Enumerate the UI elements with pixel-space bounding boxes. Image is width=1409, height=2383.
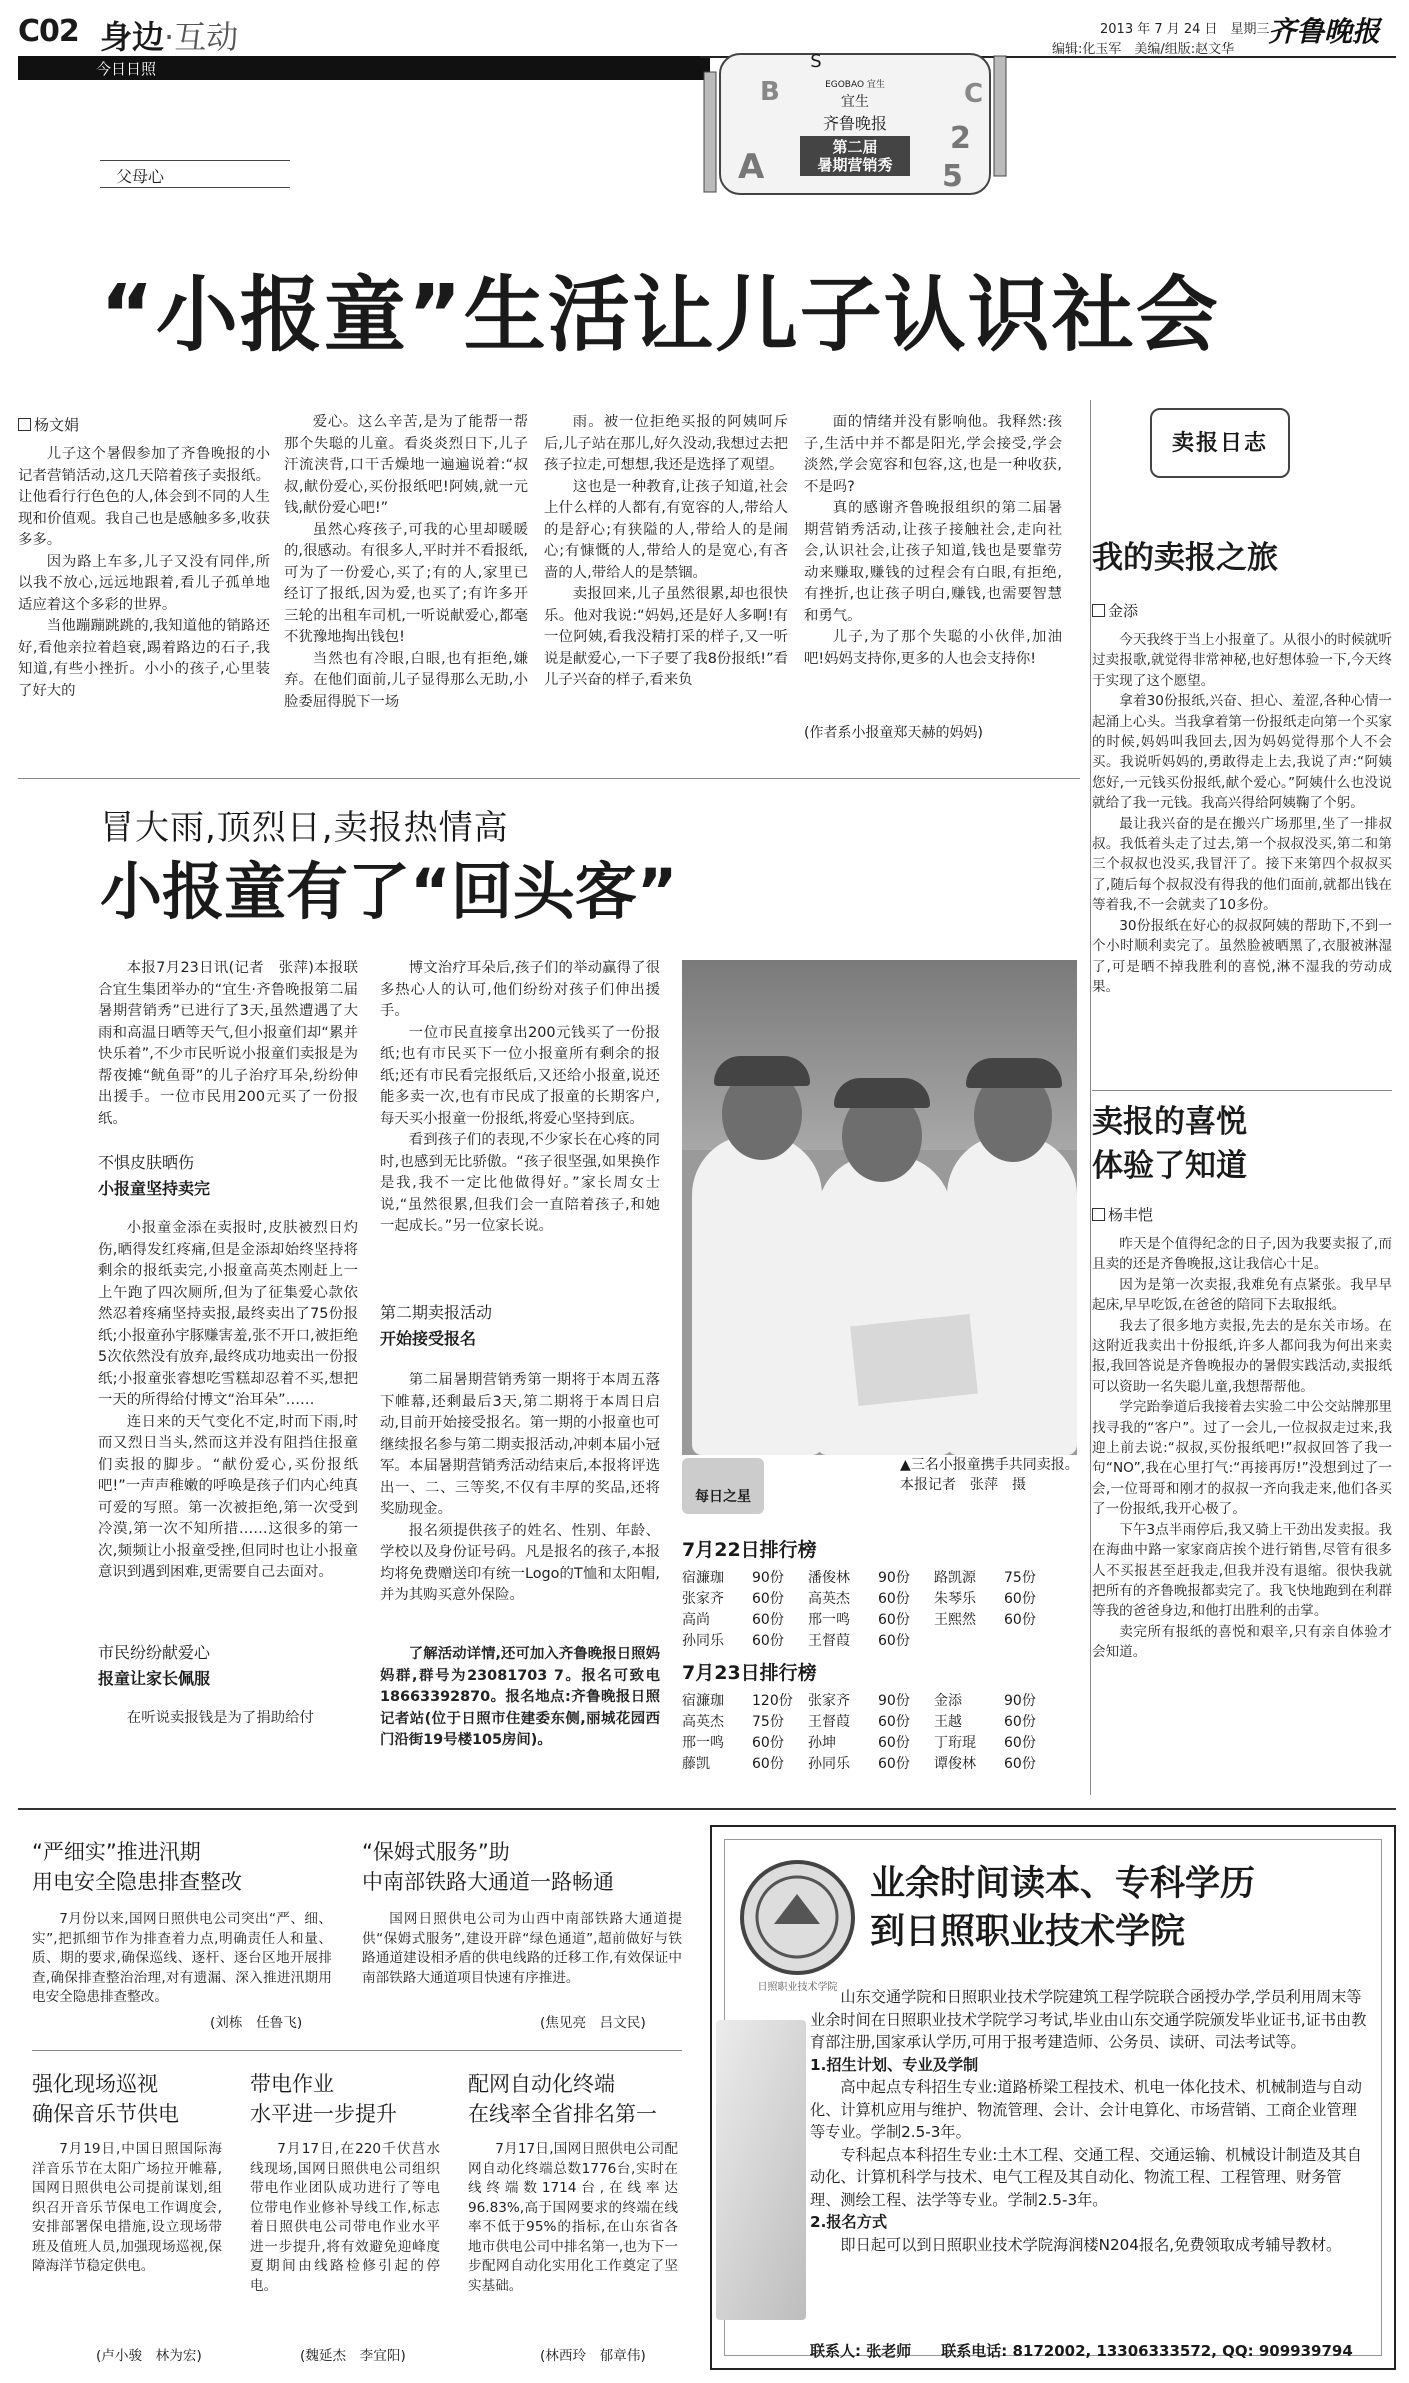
editors-credit: 编辑:化玉军 美编/组版:赵文华: [1052, 42, 1235, 57]
rank-count: 75份: [752, 1714, 784, 1730]
rank-count: 60份: [878, 1591, 910, 1607]
rank-count: 60份: [878, 1612, 910, 1628]
paragraph: 卖完所有报纸的喜悦和艰辛,只有亲自体验才会知道。: [1092, 1623, 1392, 1661]
rank-name: 张家齐: [808, 1693, 850, 1709]
subhead-3b: 开始接受报名: [380, 1329, 477, 1348]
reporter-photo: [682, 960, 1077, 1455]
badge-line3-4: [800, 136, 910, 176]
paragraph: 7月份以来,国网日照供电公司突出“严、细、实”,把抓细节作为排查着力点,明确责任人和量、质、期的要求,确保巡线、逐杆、逐台区地开展排查,确保排查整治治理,对有遗漏、深入推进汛期用电安全隐患排查整改。: [32, 1911, 332, 2005]
diary-title-2b: 体验了知道: [1092, 1148, 1247, 1184]
subhead-3: [380, 1300, 660, 1352]
paragraph: 拿着30份报纸,兴奋、担心、羞涩,各种心情一起涌上心头。当我拿着第一份报纸走向第一个买家的时候,妈妈叫我回去,因为妈妈觉得那个人不会买。我说听妈妈的,勇敢得走上去,我说了声:“阿姨您好,一元钱买份报纸,献个爱心。”阿姨什么也没说就给了我一元钱。我高兴得给阿姨鞠了个躬。: [1092, 693, 1392, 812]
paragraph: 这也是一种教育,让孩子知道,社会上什么样的人都有,有宽容的人,带给人的是舒心;有狭隘的人,带给人的是闹心;有慷慨的人,带给人的是宽心,有吝啬的人,带给人的是禁锢。: [544, 478, 788, 581]
news3-body: [32, 2140, 222, 2277]
rank-count: 60份: [752, 1591, 784, 1607]
paragraph: 爱心。这么辛苦,是为了能帮一帮那个失聪的儿童。看炎炎烈日下,儿子汗流浃背,口干舌燥地一遍遍说着:“叔叔,献份爱心,买份报纸吧!阿姨,就一元钱,献份爱心吧!”: [284, 414, 528, 516]
section-sep: ·: [164, 18, 175, 56]
paragraph: 30份报纸在好心的叔叔阿姨的帮助下,不到一个小时顺利卖完了。虽然脸被晒黑了,衣服被淋湿了,可是晒不掉我胜利的喜悦,淋不湿我的劳动成果。: [1092, 917, 1392, 995]
news4-sign: (魏延杰 李宜阳): [300, 2348, 406, 2364]
photo-caption: ▲三名小报童携手共同卖报。本报记者 张萍 摄: [900, 1457, 1079, 1493]
rank1-table: [682, 1568, 1082, 1652]
rank-row: [682, 1691, 1082, 1712]
section-title: [100, 12, 238, 58]
paragraph: 博文治疗耳朵后,孩子们的举动赢得了很多热心人的认可,他们纷纷对孩子们伸出援手。: [380, 960, 660, 1019]
ad-para-2: 专科起点本科招生专业:土木工程、交通工程、交通运输、机械设计制造及其自动化、计算机科学与技术、电气工程及其自动化、物流工程、工程管理、财务管理、测绘工程、法学等专业。学制2.5-3年。: [810, 2145, 1362, 2209]
badge-text: [800, 48, 910, 176]
rank-count: 60份: [878, 1735, 910, 1751]
diary-byline-2: 杨丰恺: [1092, 1204, 1153, 1225]
rank-count: 60份: [1004, 1612, 1036, 1628]
article2-lead: [98, 958, 358, 1130]
paragraph: 我去了很多地方卖报,先去的是东关市场。在这附近我卖出十份报纸,许多人都问我为何出来卖报,我回答说是齐鲁晚报办的暑假实践活动,卖报纸可以资助一名失聪儿童,我想帮帮他。: [1092, 1317, 1392, 1395]
article2-body1: [98, 1218, 358, 1584]
rank-row: [682, 1733, 1082, 1754]
rank-name: 孙坤: [808, 1735, 836, 1751]
subhead-1b: 小报童坚持卖完: [98, 1179, 211, 1198]
paragraph: 小报童金添在卖报时,皮肤被烈日灼伤,晒得发红疼痛,但是金添却始终坚持将剩余的报纸卖完,小报童高英杰刚赶上一上午跑了四次厕所,但为了征集爱心款依然忍着疼痛坚持卖报,最终卖出了75份报纸;小报童孙宇豚赚害羞,张不开口,被拒绝5次依然没有放弃,最终成功地卖出一份报纸;小报童张睿想吃雪糕却忍着不买,想把一天的所得给付博文“治耳朵”……: [98, 1220, 358, 1408]
rank-name: 王督葭: [808, 1714, 850, 1730]
paragraph: 儿子,为了那个失聪的小伙伴,加油吧!妈妈支持你,更多的人也会支持你!: [804, 629, 1062, 667]
rank-name: 宿濂珈: [682, 1570, 724, 1586]
photo-cap-3: [966, 1058, 1062, 1088]
rank-count: 60份: [1004, 1735, 1036, 1751]
news2-title-2: 中南部铁路大通道一路畅通: [362, 1870, 614, 1894]
rank2-table: [682, 1691, 1082, 1775]
badge-letter-b: B: [760, 77, 780, 107]
rank-count: 90份: [1004, 1693, 1036, 1709]
rank-row: [682, 1610, 1082, 1631]
paragraph: 7月19日,中国日照国际海洋音乐节在太阳广场拉开帷幕,国网日照供电公司提前谋划,组织召开音乐节保电工作调度会,安排部署保电措施,设立现场带班及值班人员,加强现场巡视,保障海洋节稳定供电。: [32, 2141, 222, 2274]
photo-cap-1: [714, 1056, 810, 1086]
rank-row: [682, 1754, 1082, 1775]
brand-logo-icon: S: [810, 51, 822, 72]
paragraph: 看到孩子们的表现,不少家长在心疼的同时,也感到无比骄傲。“孩子很坚强,如果换作是我,我不一定比他做得好。”家长周女士说,“虽然很累,但我们会一直陪着孩子,和她一起成长。”另一位家长说。: [380, 1132, 660, 1234]
rank-row: [682, 1568, 1082, 1589]
rank-count: 75份: [1004, 1570, 1036, 1586]
rank-count: 60份: [878, 1633, 910, 1649]
news1-sign: (刘栋 任鲁飞): [210, 2015, 303, 2031]
photo-child-3: [947, 1135, 1077, 1455]
ad-book-image: [716, 2020, 806, 2320]
paragraph: 面的情绪并没有影响他。我释然:孩子,生活中并不都是阳光,学会接受,学会淡然,学会宽容和包容,这,也是一种收获,不是吗?: [804, 414, 1062, 495]
rank-name: 丁珩琨: [934, 1735, 976, 1751]
rank-name: 路凯源: [934, 1570, 976, 1586]
badge-line2: 齐鲁晚报: [822, 114, 887, 133]
subhead-2a: 市民纷纷献爱心: [98, 1643, 211, 1662]
news4-title-2: 水平进一步提升: [250, 2102, 397, 2126]
rank-count: 90份: [752, 1570, 784, 1586]
paragraph: 当然也有冷眼,白眼,也有拒绝,嫌弃。在他们面前,儿子显得那么无助,小脸委屈得脱下一场: [284, 650, 528, 710]
ad-para-3: 即日起可以到日照职业技术学院海润楼N204报名,免费领取成考辅导教材。: [840, 2235, 1342, 2254]
paragraph: 一位市民直接拿出200元钱买了一份报纸;也有市民买下一位小报童所有剩余的报纸;还有市民看完报纸后,又还给小报童,说还能多卖一次,也有市民成了报童的长期客户,每天买小报童一份报纸,将爱心坚持到底。: [380, 1024, 660, 1127]
rank-row: [682, 1631, 1082, 1652]
paragraph: 昨天是个值得纪念的日子,因为我要卖报了,而且卖的还是齐鲁晚报,这让我信心十足。: [1092, 1236, 1392, 1273]
rank-name: 高英杰: [682, 1714, 724, 1730]
rank-count: 60份: [1004, 1714, 1036, 1730]
kicker-headline: 冒大雨,顶烈日,卖报热情高: [100, 808, 509, 848]
bottom-rule: [18, 1808, 1396, 1810]
rank-count: 60份: [752, 1756, 784, 1772]
news5-title-1: 配网自动化终端: [468, 2072, 615, 2096]
emblem-caption: 日照职业技术学院: [757, 1982, 838, 1993]
article1-col4: [804, 412, 1062, 670]
ad-heading-2: 2.报名方式: [810, 2213, 888, 2231]
diary-logo: 卖报日志: [1150, 408, 1290, 478]
article1-col1: [18, 444, 270, 702]
rank-count: 90份: [878, 1693, 910, 1709]
rank1-title: 7月22日排行榜: [682, 1539, 817, 1561]
rank-name: 朱琴乐: [934, 1591, 976, 1607]
rank-count: 60份: [752, 1612, 784, 1628]
ad-para-1: 高中起点专科招生专业:道路桥梁工程技术、机电一体化技术、机械制造与自动化、计算机应用与维护、物流管理、会计、会计电算化、市场营销、工商企业管理等专业。学制2.5-3年。: [810, 2078, 1362, 2141]
rank-count: 120份: [752, 1693, 793, 1709]
rank-name: 张家齐: [682, 1591, 724, 1607]
ad-headline-1: 业余时间读本、专科学历: [870, 1864, 1256, 1904]
paragraph: 儿子这个暑假参加了齐鲁晚报的小记者营销活动,这几天陪着孩子卖报纸。让他看行行色色的人,体会到不同的人生现和价值观。我自己也是感触多多,收获多多。: [18, 446, 270, 548]
issue-date: 2013 年 7 月 24 日 星期三: [1100, 22, 1270, 37]
article1-col3: [544, 412, 788, 692]
ad-headline-2: 到日照职业技术学院: [870, 1912, 1186, 1952]
rank-name: 高尚: [682, 1612, 710, 1628]
badge-line1: 宜生: [841, 94, 869, 110]
newspaper-logo: 齐鲁晚报: [1268, 15, 1381, 48]
rank-name: 邢一鸣: [808, 1612, 850, 1628]
rank-count: 60份: [878, 1714, 910, 1730]
paragraph: 7月17日,在220千伏莒水线现场,国网日照供电公司组织带电作业团队成功进行了等电位带电作业修补导线工作,标志着日照供电公司带电作业水平进一步提升,将有效避免迎峰度夏期间由线路检修引起的停电。: [250, 2141, 440, 2294]
badge-line4: 暑期营销秀: [817, 156, 893, 174]
news5-sign: (林西玲 郁章伟): [540, 2348, 646, 2364]
article1-col2: [284, 412, 528, 713]
article-divider: [18, 778, 1080, 779]
rank-count: 90份: [878, 1570, 910, 1586]
rank-name: 王越: [934, 1714, 962, 1730]
badge-letter-a: A: [738, 147, 765, 187]
rank-name: 金添: [934, 1693, 962, 1709]
news1-body: [32, 1910, 332, 2008]
article2-headline: 小报童有了“回头客”: [100, 855, 678, 928]
paragraph: 报名须提供孩子的姓名、性别、年龄、学校以及身份证号码。凡是报名的孩子,本报均将免费赠送印有统一Logo的T恤和太阳帽,并为其购买意外保险。: [380, 1522, 660, 1603]
column-divider: [1090, 400, 1091, 1795]
paragraph: 因为是第一次卖报,我难免有点紧张。我早早起床,早早吃饭,在爸爸的陪同下去取报纸。: [1092, 1276, 1392, 1314]
photo-newspaper: [850, 1314, 978, 1406]
rank-count: 60份: [752, 1735, 784, 1751]
news2-sign: (焦见亮 吕文民): [540, 2015, 646, 2031]
paragraph: 在听说卖报钱是为了捐助给付: [126, 1710, 314, 1726]
rank-name: 王督葭: [808, 1633, 850, 1649]
paragraph: 今天我终于当上小报童了。从很小的时候就听过卖报歌,就觉得非常神秘,也好想体验一下,今天终于实现了这个愿望。: [1092, 632, 1392, 689]
school-emblem: [740, 1860, 855, 1975]
news-row-divider: [32, 2050, 682, 2051]
badge-brand: EGOBAO 宜生: [825, 80, 885, 90]
paragraph: 本报7月23日讯(记者 张萍)本报联合宜生集团举办的“宜生·齐鲁晚报第二届暑期营销秀”已进行了3天,虽然遭遇了大雨和高温日晒等天气,但小报童们却“累并快乐着”,不少市民听说小报童们卖报是为帮夜摊“鱿鱼哥”的儿子治疗耳朵,纷纷伸出援手。一位市民用200元买了一份报纸。: [98, 960, 358, 1127]
ad-intro: 山东交通学院和日照职业技术学院建筑工程学院联合函授办学,学员利用周末等业余时间在日照职业技术学院学习考试,毕业由山东交通学院颁发毕业证书,证书由教育部注册,国家承认学历,可用于报考建造师、公务员、读研、司法考试等。: [810, 1988, 1367, 2051]
subhead-1: [98, 1150, 358, 1202]
main-headline: “小报童”生活让儿子认识社会: [100, 268, 1220, 363]
diary-body-1: [1092, 630, 1392, 997]
paragraph: 虽然心疼孩子,可我的心里却暖暖的,很感动。有很多人,平时并不看报纸,可为了一份爱心,买了;有的人,家里已经订了报纸,因为爱,也买了;有许多开三轮的出租车司机,一听说献爱心,都毫不犹豫地掏出钱包!: [284, 521, 528, 645]
article2-col2: [380, 958, 660, 1238]
paragraph: 真的感谢齐鲁晚报组织的第二届暑期营销秀活动,让孩子接触社会,走向社会,认识社会,让孩子知道,钱也是要靠劳动来赚取,赚钱的过程会有白眼,有拒绝,有挫折,也让孩子明白,赚钱,也需要智慧和勇气。: [804, 500, 1062, 624]
paragraph: 最让我兴奋的是在搬兴广场那里,坐了一排叔叔。我低着头走了过去,第一个叔叔没买,第二和第三个叔叔也没买,我冒汗了。接下来第四个叔叔买了,随后每个叔叔没有得我的他们面前,就都出钱在等着我,不一会就卖了10多份。: [1092, 815, 1392, 914]
section-name: 身边: [100, 18, 165, 56]
photo-cap-2: [834, 1078, 930, 1108]
subhead-2: [98, 1640, 358, 1692]
star-label: 每日之星: [682, 1458, 764, 1514]
paragraph: 下午3点半雨停后,我又骑上干劲出发卖报。我在海曲中路一家家商店挨个进行销售,尽管有很多人不买报甚至赶我走,但我并没有退缩。很快我就把所有的齐鲁晚报都卖完了。我飞快地跑到在利群等我的爸爸身边,和他打出胜利的击掌。: [1092, 1521, 1392, 1620]
event-badge: [700, 36, 1010, 206]
news1-title-2: 用电安全隐患排查整改: [32, 1870, 242, 1894]
page-code: C02: [18, 14, 79, 49]
news4-title-1: 带电作业: [250, 2072, 334, 2096]
rank-name: 孙同乐: [808, 1756, 850, 1772]
news3-sign: (卢小骏 林为宏): [96, 2348, 202, 2364]
section-bar: 今日日照: [18, 56, 710, 80]
byline: 杨文娟: [18, 414, 79, 435]
ad-heading-1: 1.招生计划、专业及学制: [810, 2055, 979, 2074]
news1-title-1: “严细实”推进汛期: [32, 1840, 201, 1864]
rank-name: 孙同乐: [682, 1633, 724, 1649]
paragraph: 国网日照供电公司为山西中南部铁路大通道提供“保姆式服务”,建设开辟“绿色通道”,超前做好与铁路通道建设相矛盾的供电线路的迁移工作,有效保证中南部铁路大通道项目快速有序推进。: [362, 1911, 682, 1986]
news5-body: [468, 2140, 678, 2296]
diary-title-1: 我的卖报之旅: [1092, 540, 1278, 576]
rank-name: 谭俊林: [934, 1756, 976, 1772]
badge-line3: 第二届: [832, 138, 878, 156]
news5-title-2: 在线率全省排名第一: [468, 2102, 657, 2126]
paragraph: 第二届暑期营销秀第一期将于本周五落下帷幕,还剩最后3天,第二期将于本周日启动,目前开始接受报名。第一期的小报童也可继续报名参与第二期卖报活动,冲刺本届小冠军。本届暑期营销秀活动结束后,本报将评选出一、二、三等奖,不仅有丰厚的奖品,还将奖励现金。: [380, 1372, 660, 1517]
diary-title-2a: 卖报的喜悦: [1092, 1104, 1247, 1140]
rank-row: [682, 1712, 1082, 1733]
section-sub: 互动: [174, 18, 239, 56]
article2-body3b: [380, 1644, 660, 1752]
rank-count: 60份: [1004, 1591, 1036, 1607]
diary-body-2: [1092, 1234, 1392, 1663]
paragraph: 卖报回来,儿子虽然很累,却也很快乐。他对我说:“妈妈,还是好人多啊!有一位阿姨,看我没精打采的样子,又一听说是献爱心,一下子要了我8份报纸!”看儿子兴奋的样子,看来负: [544, 586, 788, 688]
rank-name: 宿濂珈: [682, 1693, 724, 1709]
ad-contact: 联系人: 张老师 联系电话: 8172002, 13306333572, QQ: 909939794: [810, 2342, 1353, 2360]
rank-name: 王熙然: [934, 1612, 976, 1628]
news2-title-1: “保姆式服务”助: [362, 1840, 510, 1864]
news4-body: [250, 2140, 440, 2296]
rank-name: 高英杰: [808, 1591, 850, 1607]
news3-title-1: 强化现场巡视: [32, 2072, 158, 2096]
subhead-2b: 报童让家长佩服: [98, 1669, 211, 1688]
paragraph: 因为路上车多,儿子又没有同伴,所以我不放心,远远地跟着,看儿子孤单地适应着这个多彩的世界。: [18, 553, 270, 613]
paragraph: 7月17日,国网日照供电公司配网自动化终端总数1776台,实时在线终端数1714台,在线率达96.83%,高于国网要求的终端在线率不低于95%的指标,在山东省各地市供电公司中排名第一,也为下一步配网自动化实用化工作奠定了坚实基础。: [468, 2141, 678, 2294]
rank2-title: 7月23日排行榜: [682, 1662, 817, 1684]
column-tag: 父母心: [100, 160, 290, 188]
article1-sign: (作者系小报童郑天赫的妈妈): [804, 725, 983, 741]
news3-title-2: 确保音乐节供电: [32, 2102, 179, 2126]
subhead-3a: 第二期卖报活动: [380, 1303, 493, 1322]
badge-number-5: 5: [942, 159, 963, 194]
diary-byline-1: 金添: [1092, 600, 1138, 621]
news2-body: [362, 1910, 682, 1988]
ad-body: [810, 1986, 1370, 2256]
paragraph: 了解活动详情,还可加入齐鲁晚报日照妈妈群,群号为23081703 7。报名可致电18663392870。报名地点:齐鲁晚报日照记者站(位于日照市住建委东侧,丽城花园西门沿街19号楼105房间)。: [380, 1646, 660, 1748]
rank-name: 藤凯: [682, 1756, 710, 1772]
emblem-icon: [744, 1864, 851, 1971]
paragraph: 连日来的天气变化不定,时而下雨,时而又烈日当头,然而这并没有阻挡住报童们卖报的脚步。“献份爱心,买份报纸吧!”一声声稚嫩的呼唤是孩子们内心纯真可爱的写照。第一次被拒绝,第一次受到冷漠,第一次不知所措……这很多的第一次,频频让小报童受挫,但同时也让小报童意识到遇到困难,更需要自己去面对。: [98, 1413, 358, 1580]
rank-row: [682, 1589, 1082, 1610]
photo-child-2: [817, 1155, 952, 1455]
rank-count: 60份: [1004, 1756, 1036, 1772]
paragraph: 雨。被一位拒绝买报的阿姨呵斥后,儿子站在那儿,好久没动,我想过去把孩子拉走,可想想,我还是选择了观望。: [544, 414, 788, 473]
photo-child-1: [692, 1135, 822, 1455]
diary-divider: [1092, 1090, 1392, 1091]
rank-name: 潘俊林: [808, 1570, 850, 1586]
rank-name: 邢一鸣: [682, 1735, 724, 1751]
diary-title-2: [1092, 1100, 1247, 1188]
paragraph: 学完跆拳道后我接着去实验二中公交站牌那里找寻我的“客户”。过了一会儿,一位叔叔走过来,我迎上前去说:“叔叔,买份报纸吧!”叔叔回答了我一句“NO”,我在心里打气:“再接再厉!”没想到过了一会,一位哥哥和刚才的叔叔一齐向我走来,他们各买了一份报纸,我开心极了。: [1092, 1399, 1392, 1518]
rank-count: 60份: [752, 1633, 784, 1649]
article2-body2: [98, 1708, 358, 1730]
article2-body3: [380, 1370, 660, 1607]
badge-letter-c: C: [964, 79, 984, 109]
paragraph: 当他蹦蹦跳跳的,我知道他的销路还好,看他亲拉着趋衰,踢着路边的石子,我知道,有些小挫折。小小的孩子,心里装了好大的: [18, 618, 270, 699]
ad-headline: [870, 1860, 1255, 1956]
badge-number-2: 2: [950, 121, 971, 156]
rank-count: 60份: [878, 1756, 910, 1772]
subhead-1a: 不惧皮肤晒伤: [98, 1153, 195, 1172]
